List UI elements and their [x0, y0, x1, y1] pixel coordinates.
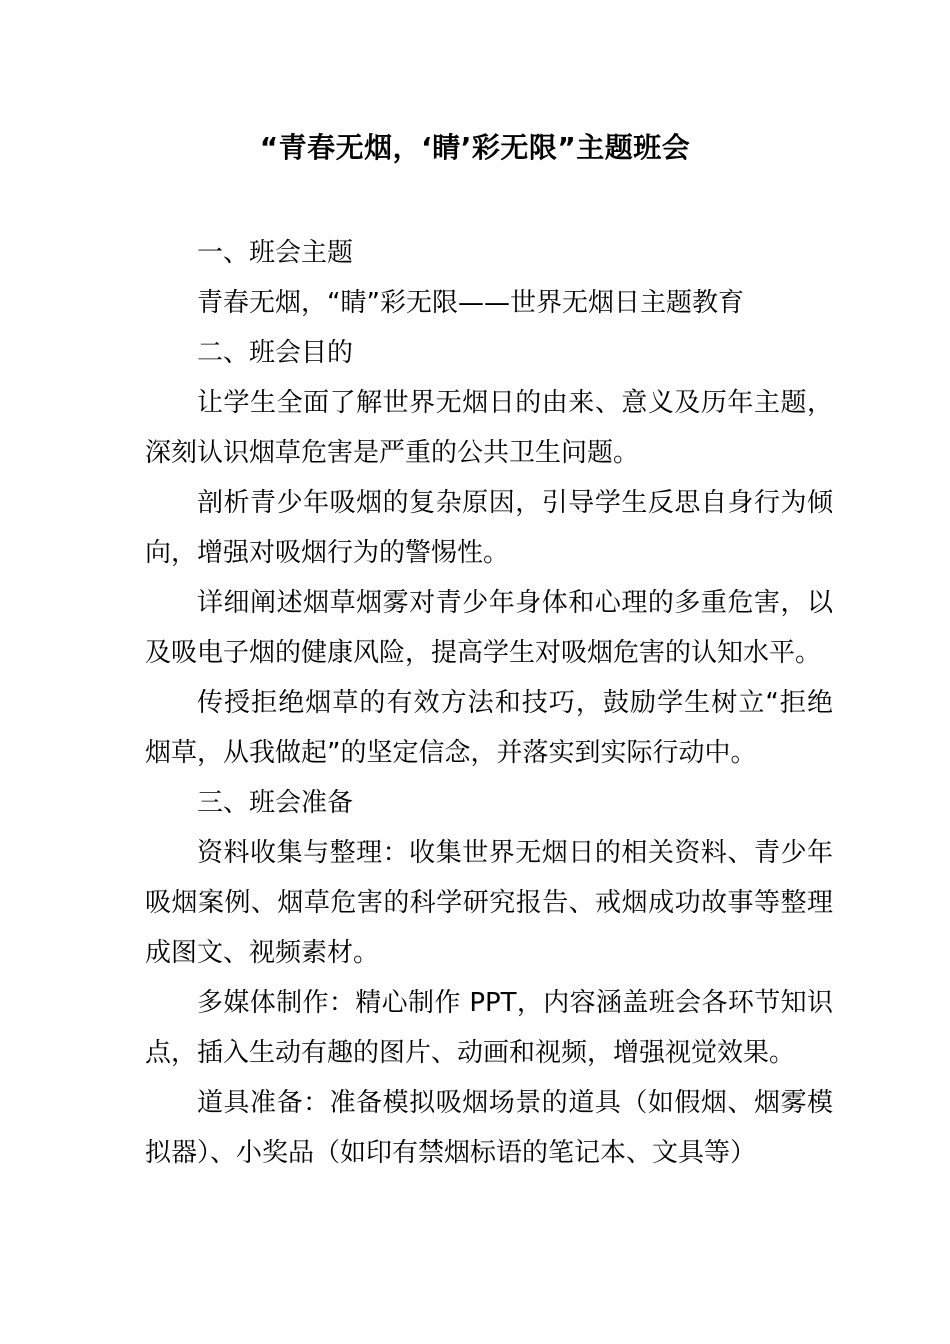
document-title: “青春无烟，‘睛’彩无限”主题班会: [259, 131, 691, 164]
purpose-paragraph-4: 传授拒绝烟草的有效方法和技巧，鼓励学生树立“拒绝烟草，从我做起”的坚定信念，并落实到实际行动中。: [145, 688, 833, 768]
preparation-paragraph-2: 多媒体制作：精心制作 PPT，内容涵盖班会各环节知识点，插入生动有趣的图片、动画和视频，增强视觉效果。: [145, 988, 833, 1068]
section-heading-theme: 一、班会主题: [197, 238, 354, 268]
section-heading-purpose: 二、班会目的: [197, 338, 354, 368]
purpose-paragraph-1: 让学生全面了解世界无烟日的由来、意义及历年主题，深刻认识烟草危害是严重的公共卫生问题。: [145, 388, 833, 468]
purpose-paragraph-2: 剖析青少年吸烟的复杂原因，引导学生反思自身行为倾向，增强对吸烟行为的警惕性。: [145, 488, 833, 568]
section-heading-preparation: 三、班会准备: [197, 788, 354, 818]
preparation-paragraph-1: 资料收集与整理：收集世界无烟日的相关资料、青少年吸烟案例、烟草危害的科学研究报告、戒烟成功故事等整理成图文、视频素材。: [145, 838, 833, 968]
purpose-paragraph-3: 详细阐述烟草烟雾对青少年身体和心理的多重危害，以及吸电子烟的健康风险，提高学生对吸烟危害的认知水平。: [145, 588, 833, 668]
preparation-paragraph-3: 道具准备：准备模拟吸烟场景的道具（如假烟、烟雾模拟器）、小奖品（如印有禁烟标语的笔记本、文具等）: [145, 1088, 833, 1168]
theme-paragraph: 青春无烟，“睛”彩无限——世界无烟日主题教育: [197, 288, 744, 318]
document-body: [145, 228, 833, 1178]
